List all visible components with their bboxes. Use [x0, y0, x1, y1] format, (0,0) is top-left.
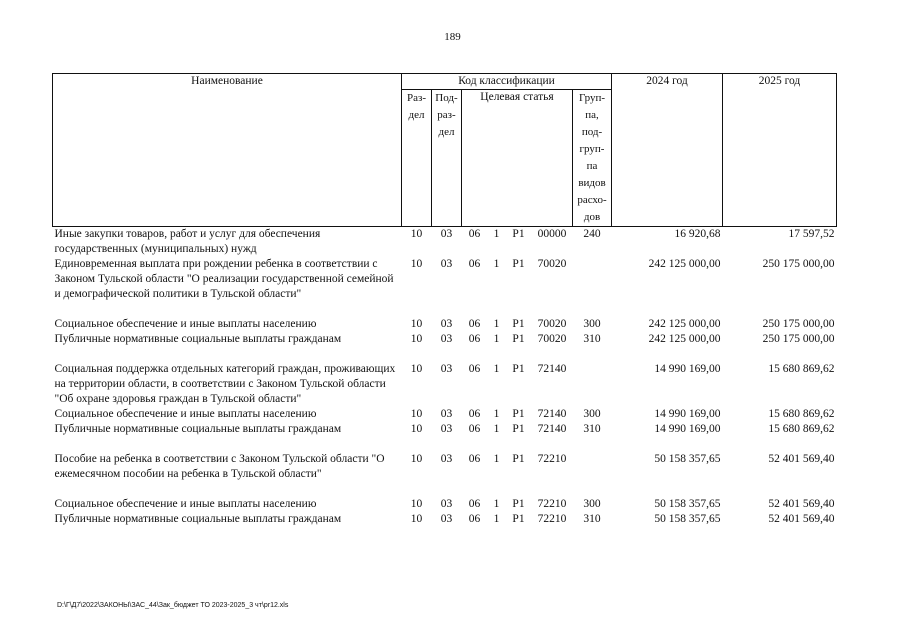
row-amount-2025: 52 401 569,40 — [768, 513, 835, 525]
row-target-article-3: Р1 — [512, 363, 525, 375]
row-name: Публичные нормативные социальные выплаты гражданам — [54, 423, 342, 435]
row-target-article-1: 06 — [468, 408, 481, 420]
file-path-footer: D:\Г\Д7\2022\ЗАКОНЫ\ЗАС_44\Зак_бюджет ТО 2023-2025_3 чт\pr12.xls — [57, 602, 289, 609]
row-name: Единовременная выплата при рождении ребенка в соответствии с Законом Тульской области "О реализации государственной семейной и демографической политики в Тульской области" — [54, 258, 394, 300]
row-target-article-3: Р1 — [512, 258, 525, 270]
row-target-article-3: Р1 — [512, 513, 525, 525]
row-target-article-3: Р1 — [512, 318, 525, 330]
table-row — [53, 317, 837, 332]
row-expense-group: 310 — [583, 333, 601, 345]
row-amount-2024: 50 158 357,65 — [654, 513, 721, 525]
row-amount-2024: 242 125 000,00 — [648, 333, 721, 345]
row-target-article-4: 72140 — [537, 423, 567, 435]
row-target-article-4: 70020 — [537, 258, 567, 270]
row-target-article-2: 1 — [493, 498, 500, 510]
row-subsection: 03 — [440, 513, 453, 525]
row-section: 10 — [410, 453, 423, 465]
row-expense-group: 310 — [583, 513, 601, 525]
row-target-article-4: 72140 — [537, 408, 567, 420]
row-name: Публичные нормативные социальные выплаты гражданам — [54, 513, 342, 525]
row-expense-group — [573, 452, 612, 482]
row-target-article-1: 06 — [468, 318, 481, 330]
row-expense-group: 300 — [583, 498, 601, 510]
row-target-article-2: 1 — [493, 318, 500, 330]
row-amount-2024: 242 125 000,00 — [648, 318, 721, 330]
row-subsection: 03 — [440, 228, 453, 240]
header-year-2024: 2024 год — [612, 74, 723, 227]
row-target-article-4: 70020 — [537, 333, 567, 345]
row-subsection: 03 — [440, 423, 453, 435]
row-amount-2024: 14 990 169,00 — [654, 363, 721, 375]
header-target-article: Целевая статья — [462, 90, 573, 227]
row-name: Социальное обеспечение и иные выплаты населению — [54, 408, 317, 420]
row-section: 10 — [410, 513, 423, 525]
row-section: 10 — [410, 333, 423, 345]
row-amount-2024: 14 990 169,00 — [654, 408, 721, 420]
row-amount-2025: 15 680 869,62 — [768, 408, 835, 420]
row-expense-group — [573, 257, 612, 302]
table-row — [53, 422, 837, 437]
row-section: 10 — [410, 363, 423, 375]
row-amount-2025: 250 175 000,00 — [762, 318, 835, 330]
row-amount-2024: 50 158 357,65 — [654, 498, 721, 510]
row-target-article-3: Р1 — [512, 408, 525, 420]
row-target-article-1: 06 — [468, 513, 481, 525]
row-amount-2025: 250 175 000,00 — [762, 258, 835, 270]
row-subsection: 03 — [440, 363, 453, 375]
row-subsection: 03 — [440, 333, 453, 345]
row-target-article-2: 1 — [493, 453, 500, 465]
row-target-article-1: 06 — [468, 498, 481, 510]
row-target-article-1: 06 — [468, 258, 481, 270]
table-row — [53, 257, 837, 302]
row-expense-group: 300 — [583, 408, 601, 420]
row-target-article-1: 06 — [468, 228, 481, 240]
row-subsection: 03 — [440, 498, 453, 510]
row-target-article-3: Р1 — [512, 333, 525, 345]
row-section: 10 — [410, 423, 423, 435]
row-subsection: 03 — [440, 318, 453, 330]
table-row — [53, 497, 837, 512]
table-row — [53, 407, 837, 422]
row-name: Социальное обеспечение и иные выплаты населению — [54, 498, 317, 510]
row-section: 10 — [410, 258, 423, 270]
row-section: 10 — [410, 318, 423, 330]
row-expense-group: 240 — [583, 228, 601, 240]
row-amount-2025: 52 401 569,40 — [768, 498, 835, 510]
row-name: Публичные нормативные социальные выплаты гражданам — [54, 333, 342, 345]
header-expense-group: Груп- па, под- груп- па видов расхо- дов — [573, 90, 612, 227]
row-target-article-1: 06 — [468, 453, 481, 465]
budget-table — [52, 73, 837, 527]
row-subsection: 03 — [440, 453, 453, 465]
row-target-article-2: 1 — [493, 333, 500, 345]
row-expense-group: 300 — [583, 318, 601, 330]
row-amount-2024: 14 990 169,00 — [654, 423, 721, 435]
row-target-article-1: 06 — [468, 423, 481, 435]
row-amount-2025: 17 597,52 — [788, 228, 835, 240]
header-subsection: Под- раз- дел — [432, 90, 462, 227]
row-target-article-4: 00000 — [537, 228, 567, 240]
row-target-article-2: 1 — [493, 423, 500, 435]
row-expense-group — [573, 362, 612, 407]
row-target-article-2: 1 — [493, 408, 500, 420]
row-target-article-3: Р1 — [512, 453, 525, 465]
row-target-article-1: 06 — [468, 363, 481, 375]
row-amount-2025: 15 680 869,62 — [768, 363, 835, 375]
row-spacer — [53, 482, 837, 497]
row-name: Иные закупки товаров, работ и услуг для обеспечения государственных (муниципальных) нужд — [54, 228, 321, 255]
row-expense-group: 310 — [583, 423, 601, 435]
row-target-article-2: 1 — [493, 258, 500, 270]
row-section: 10 — [410, 498, 423, 510]
row-target-article-4: 72140 — [537, 363, 567, 375]
row-spacer — [53, 302, 837, 317]
row-subsection: 03 — [440, 408, 453, 420]
row-amount-2025: 52 401 569,40 — [768, 453, 835, 465]
header-section: Раз- дел — [402, 90, 432, 227]
table-body — [53, 227, 837, 528]
table-row — [53, 227, 837, 258]
row-amount-2025: 250 175 000,00 — [762, 333, 835, 345]
row-target-article-2: 1 — [493, 513, 500, 525]
row-amount-2024: 16 920,68 — [674, 228, 721, 240]
row-amount-2025: 15 680 869,62 — [768, 423, 835, 435]
row-target-article-1: 06 — [468, 333, 481, 345]
row-target-article-3: Р1 — [512, 423, 525, 435]
table-row — [53, 362, 837, 407]
row-section: 10 — [410, 408, 423, 420]
row-spacer — [53, 437, 837, 452]
header-year-2025: 2025 год — [723, 74, 837, 227]
row-target-article-2: 1 — [493, 228, 500, 240]
row-spacer — [53, 347, 837, 362]
row-target-article-3: Р1 — [512, 228, 525, 240]
table-row — [53, 332, 837, 347]
row-name: Пособие на ребенка в соответствии с Законом Тульской области "О ежемесячном пособии на ребенка в Тульской области" — [54, 453, 385, 480]
header-name: Наименование — [53, 74, 402, 227]
row-target-article-3: Р1 — [512, 498, 525, 510]
row-amount-2024: 50 158 357,65 — [654, 453, 721, 465]
row-name: Социальное обеспечение и иные выплаты населению — [54, 318, 317, 330]
row-target-article-4: 70020 — [537, 318, 567, 330]
table-row — [53, 512, 837, 527]
page-number: 189 — [444, 31, 461, 43]
row-section: 10 — [410, 228, 423, 240]
row-subsection: 03 — [440, 258, 453, 270]
row-amount-2024: 242 125 000,00 — [648, 258, 721, 270]
row-target-article-4: 72210 — [537, 498, 567, 510]
table-row — [53, 452, 837, 482]
header-classification-code: Код классификации — [402, 74, 612, 90]
row-target-article-4: 72210 — [537, 453, 567, 465]
row-target-article-2: 1 — [493, 363, 500, 375]
row-name: Социальная поддержка отдельных категорий граждан, проживающих на территории области, в соответствии с Законом Тульской области "Об охране здоровья граждан в Тульской области" — [54, 363, 396, 405]
row-target-article-4: 72210 — [537, 513, 567, 525]
